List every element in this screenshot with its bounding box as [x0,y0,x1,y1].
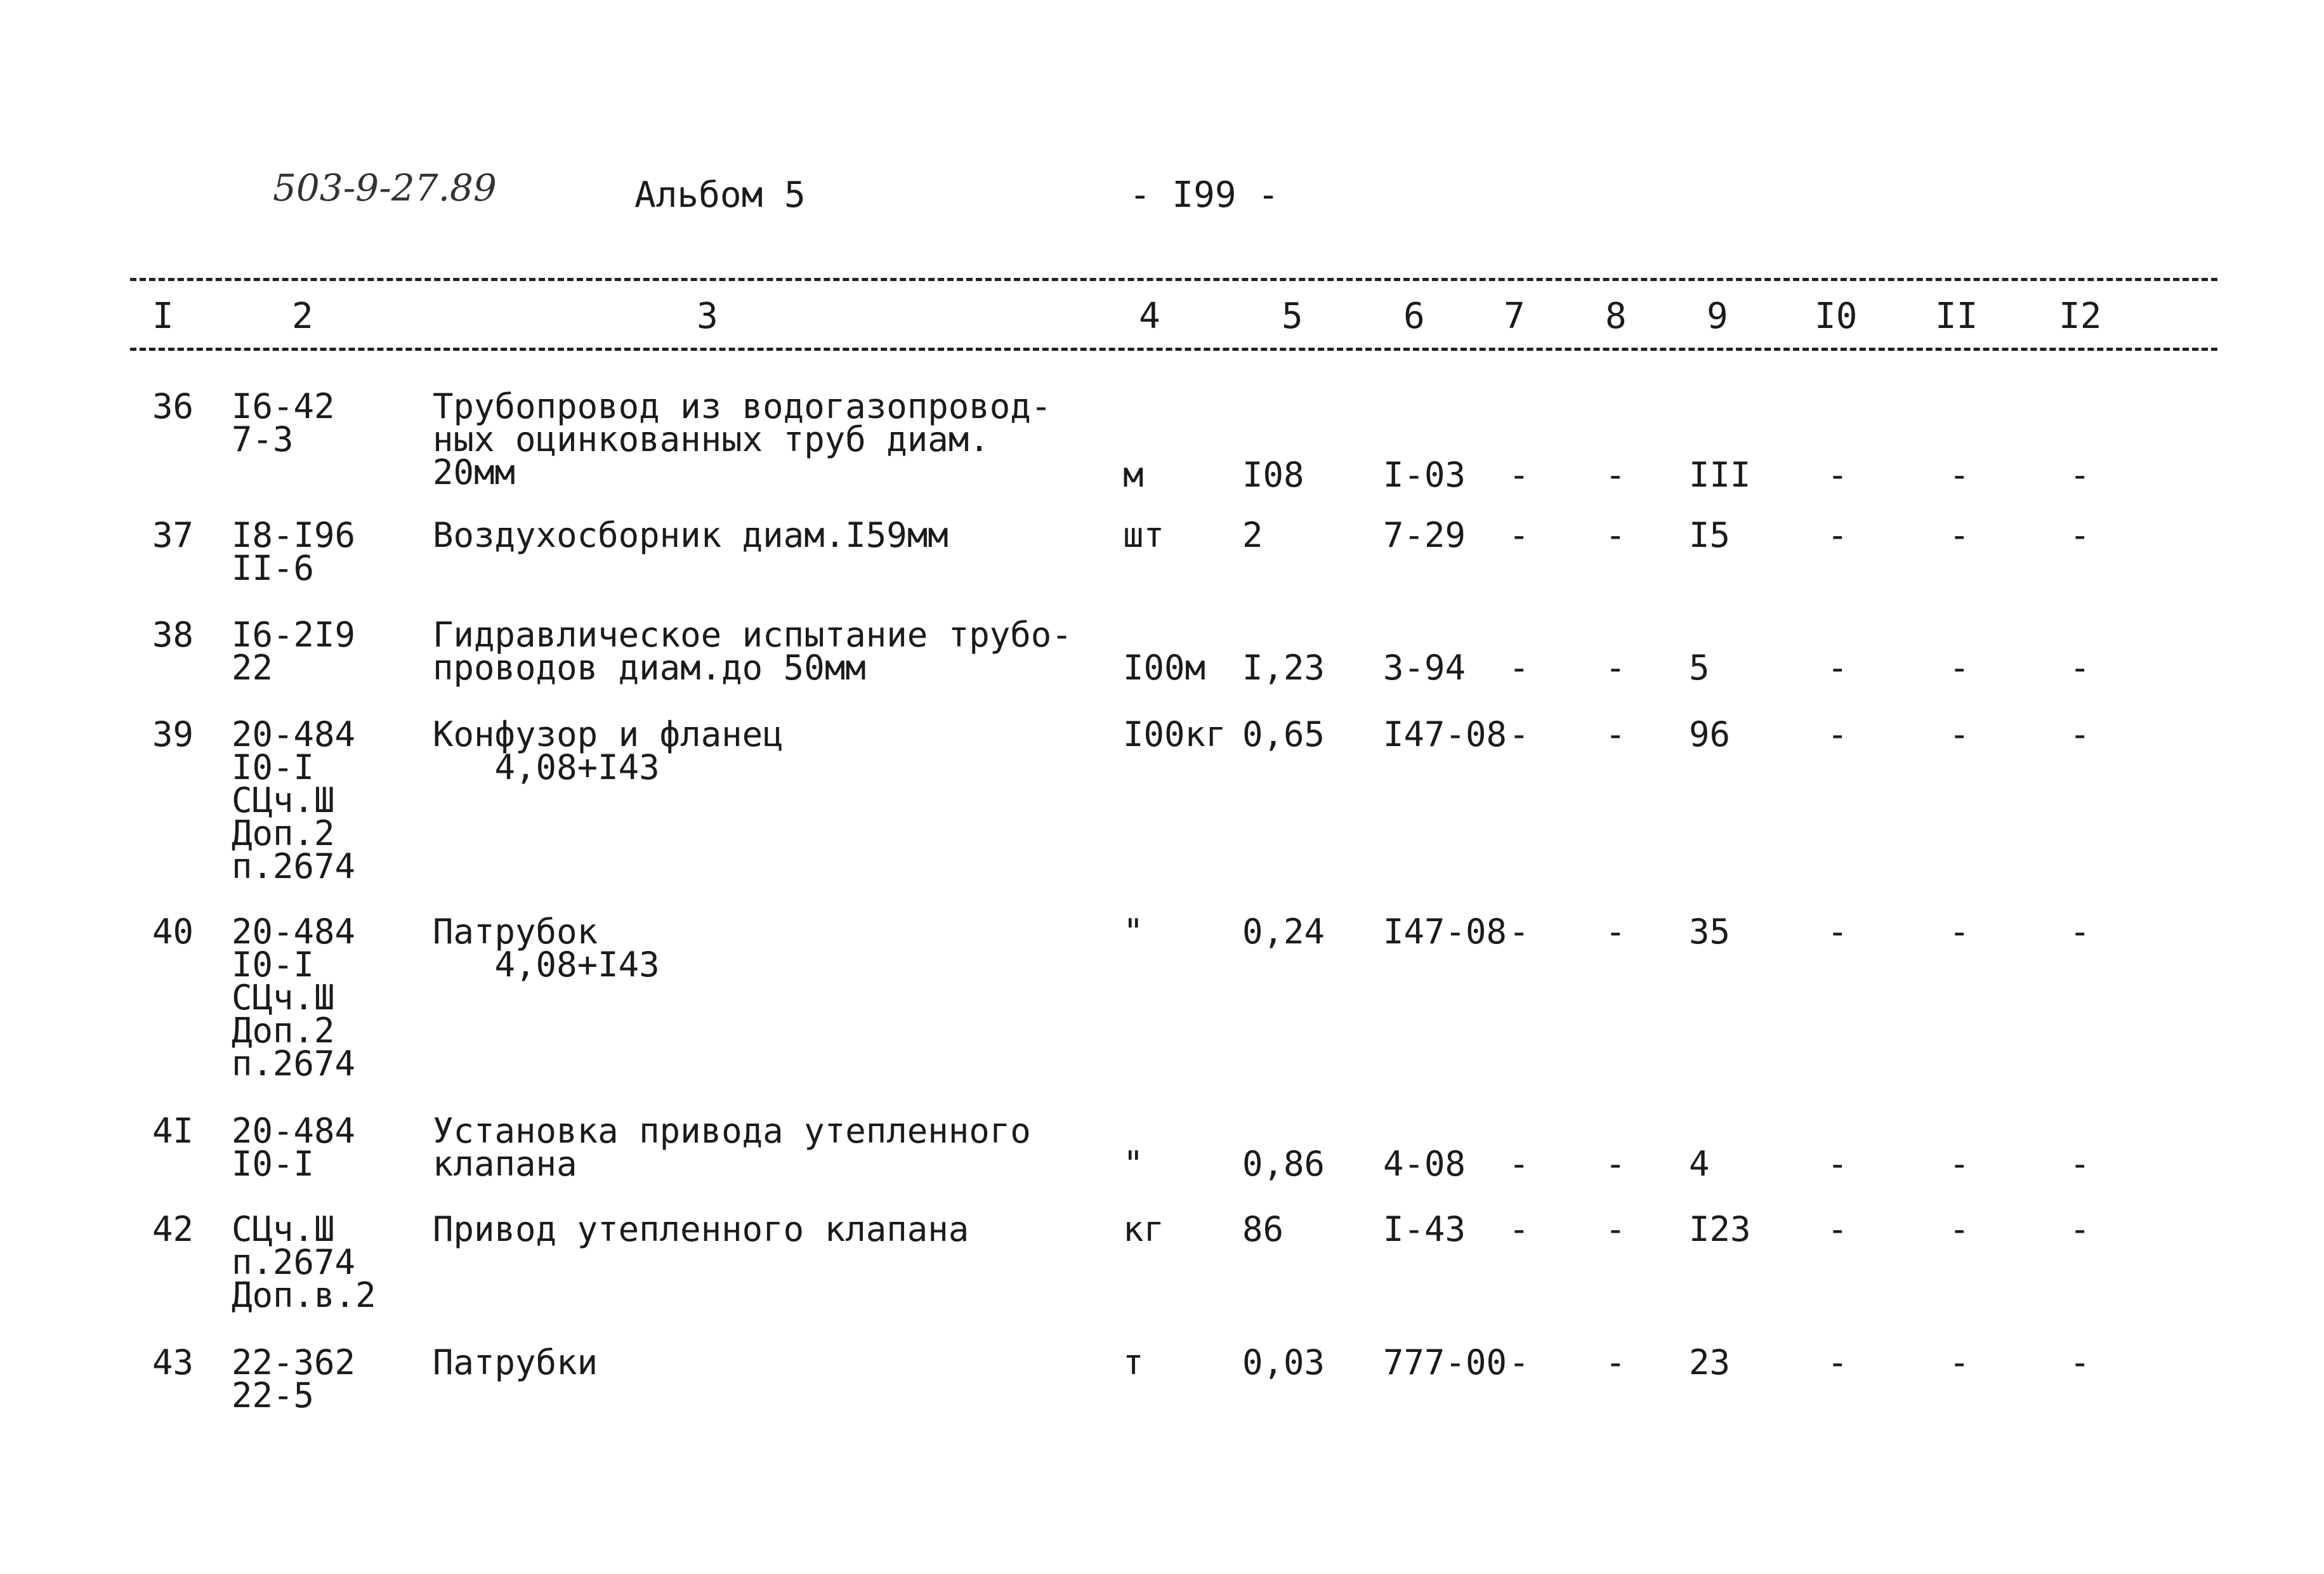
price-cell: 4-08 [1383,1144,1466,1184]
column-header-11: II [1935,296,1978,337]
quantity-cell: I08 [1242,455,1304,495]
col9-cell: 23 [1689,1342,1731,1382]
row-number: 36 [152,386,194,426]
code-cell: 20-484 I0-I СЦч.Ш Доп.2 п.2674 [232,912,356,1084]
album-label: Альбом 5 [634,174,806,216]
column-header-12: I2 [2059,296,2102,337]
col9-cell: 5 [1689,648,1710,688]
column-header-5: 5 [1282,296,1303,337]
col8-cell: - [1605,1144,1626,1184]
column-header-9: 9 [1707,296,1728,337]
price-cell: I-43 [1383,1209,1466,1249]
unit-cell: шт [1123,515,1165,555]
column-header-6: 6 [1403,296,1425,337]
col7-cell: - [1509,1209,1530,1249]
unit-cell: т [1123,1342,1144,1382]
name-cell: Воздухосборник диам.I59мм [433,515,949,555]
col9-cell: 35 [1689,912,1731,952]
col12-cell: - [2070,1342,2091,1382]
col8-cell: - [1605,1209,1626,1249]
name-cell: Патрубок 4,08+I43 [433,912,660,985]
col12-cell: - [2070,515,2091,555]
col12-cell: - [2070,1209,2091,1249]
col10-cell: - [1827,455,1848,495]
col10-cell: - [1827,648,1848,688]
name-cell: Патрубки [433,1342,598,1382]
col7-cell: - [1509,648,1530,688]
header-rule-top [130,278,2217,281]
name-cell: Установка привода утепленного клапана [433,1111,1031,1184]
col11-cell: - [1949,648,1970,688]
document-stamp: 503-9-27.89 [273,166,497,209]
quantity-cell: 0,65 [1242,714,1325,754]
row-number: 43 [152,1342,194,1382]
col9-cell: I5 [1689,515,1731,555]
unit-cell: кг [1123,1209,1165,1249]
column-header-7: 7 [1504,296,1525,337]
col7-cell: - [1509,714,1530,754]
price-cell: I47-08 [1383,912,1507,952]
col11-cell: - [1949,515,1970,555]
col11-cell: - [1949,1144,1970,1184]
col7-cell: - [1509,455,1530,495]
row-number: 37 [152,515,194,555]
unit-cell: м [1123,455,1144,495]
col7-cell: - [1509,1144,1530,1184]
price-cell: 3-94 [1383,648,1466,688]
col10-cell: - [1827,515,1848,555]
code-cell: I6-2I9 22 [232,615,356,688]
col9-cell: I23 [1689,1209,1751,1249]
col12-cell: - [2070,912,2091,952]
col10-cell: - [1827,1144,1848,1184]
col12-cell: - [2070,714,2091,754]
name-cell: Трубопровод из водогазопровод- ных оцинкованных труб диам. 20мм [433,386,1052,492]
col10-cell: - [1827,714,1848,754]
quantity-cell: 0,86 [1242,1144,1325,1184]
column-header-1: I [152,296,174,337]
name-cell: Конфузор и фланец 4,08+I43 [433,714,784,787]
col12-cell: - [2070,455,2091,495]
col11-cell: - [1949,455,1970,495]
column-header-10: I0 [1815,296,1858,337]
col10-cell: - [1827,912,1848,952]
col11-cell: - [1949,714,1970,754]
price-cell: 777-00 [1383,1342,1507,1382]
col8-cell: - [1605,455,1626,495]
row-number: 4I [152,1111,194,1151]
unit-cell: I00м [1123,648,1206,688]
column-header-3: 3 [697,296,718,337]
col11-cell: - [1949,912,1970,952]
col11-cell: - [1949,1209,1970,1249]
quantity-cell: 0,03 [1242,1342,1325,1382]
code-cell: СЦч.Ш п.2674 Доп.в.2 [232,1209,376,1315]
price-cell: I47-08 [1383,714,1507,754]
col10-cell: - [1827,1209,1848,1249]
header-rule-bottom [130,348,2217,351]
code-cell: I8-I96 II-6 [232,515,356,588]
column-header-4: 4 [1139,296,1160,337]
code-cell: I6-42 7-3 [232,386,335,459]
col10-cell: - [1827,1342,1848,1382]
code-cell: 20-484 I0-I [232,1111,356,1184]
row-number: 39 [152,714,194,754]
row-number: 40 [152,912,194,952]
quantity-cell: 2 [1242,515,1263,555]
row-number: 38 [152,615,194,655]
price-cell: 7-29 [1383,515,1466,555]
column-header-8: 8 [1605,296,1627,337]
unit-cell: I00кг [1123,714,1226,754]
unit-cell: " [1123,1144,1144,1184]
col8-cell: - [1605,515,1626,555]
row-number: 42 [152,1209,194,1249]
col8-cell: - [1605,912,1626,952]
col9-cell: 96 [1689,714,1731,754]
unit-cell: " [1123,912,1144,952]
col12-cell: - [2070,1144,2091,1184]
col8-cell: - [1605,714,1626,754]
col7-cell: - [1509,515,1530,555]
page-number: - I99 - [1129,174,1280,216]
col7-cell: - [1509,912,1530,952]
col8-cell: - [1605,1342,1626,1382]
col12-cell: - [2070,648,2091,688]
code-cell: 20-484 I0-I СЦч.Ш Доп.2 п.2674 [232,714,356,886]
col7-cell: - [1509,1342,1530,1382]
name-cell: Гидравлическое испытание трубо- проводов диам.до 50мм [433,615,1072,688]
price-cell: I-03 [1383,455,1466,495]
col9-cell: III [1689,455,1751,495]
quantity-cell: 86 [1242,1209,1284,1249]
col9-cell: 4 [1689,1144,1710,1184]
col11-cell: - [1949,1342,1970,1382]
code-cell: 22-362 22-5 [232,1342,356,1415]
quantity-cell: I,23 [1242,648,1325,688]
quantity-cell: 0,24 [1242,912,1325,952]
column-header-2: 2 [292,296,313,337]
name-cell: Привод утепленного клапана [433,1209,969,1249]
col8-cell: - [1605,648,1626,688]
